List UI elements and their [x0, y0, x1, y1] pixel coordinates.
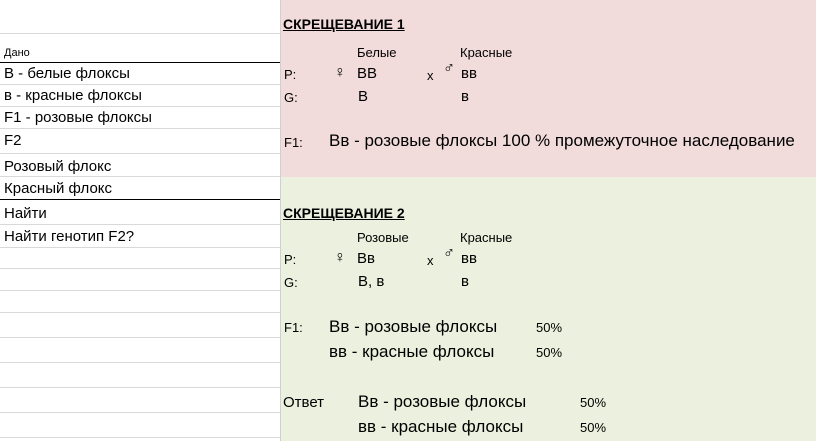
g-label: G:	[284, 90, 298, 105]
male-icon: ♂	[443, 245, 455, 262]
cross-times: х	[427, 68, 434, 83]
male-icon: ♂	[443, 60, 455, 77]
p-label: P:	[284, 67, 297, 82]
given-row: Красный флокс	[4, 180, 113, 197]
f1-row-percent: 50%	[536, 320, 563, 335]
answer-row-text: вв - красные флоксы	[358, 417, 524, 436]
answer-row-percent: 50%	[580, 420, 607, 435]
cross-times: х	[427, 253, 434, 268]
parent-b-label: Красные	[460, 45, 513, 60]
answer-label: Ответ	[283, 394, 325, 411]
parent-b-label: Красные	[460, 230, 513, 245]
row-gridline	[0, 362, 280, 363]
given-header: Дано	[4, 47, 30, 59]
given-row: F2	[4, 132, 22, 149]
row-gridline	[0, 387, 280, 388]
genotype-b: вв	[461, 65, 477, 82]
f1-label: F1:	[284, 135, 303, 150]
f1-row-percent: 50%	[536, 345, 563, 360]
parent-a-label: Белые	[357, 45, 397, 60]
row-gridline	[0, 128, 280, 129]
cross-1-title: СКРЕЩЕВАНИЕ 1	[283, 16, 405, 32]
gamete-b: в	[461, 88, 469, 105]
gamete-a: В	[358, 88, 369, 105]
find-question: Найти генотип F2?	[4, 228, 135, 245]
f1-row-text: вв - красные флоксы	[329, 342, 495, 361]
gamete-a: В, в	[358, 273, 385, 290]
genotype-a: Вв	[357, 250, 375, 267]
row-gridline	[0, 290, 280, 291]
row-gridline	[0, 337, 280, 338]
row-gridline	[0, 412, 280, 413]
row-gridline	[0, 247, 280, 248]
row-gridline	[0, 33, 280, 34]
genotype-a: ВВ	[357, 65, 378, 82]
g-label: G:	[284, 275, 298, 290]
row-gridline	[0, 62, 280, 63]
cross-2-panel	[281, 177, 816, 441]
row-gridline	[0, 153, 280, 154]
given-row: В - белые флоксы	[4, 65, 130, 82]
f1-row-text: Вв - розовые флоксы	[329, 317, 498, 336]
f1-result: Вв - розовые флоксы 100 % промежуточное наследование	[329, 131, 795, 150]
cross-1-panel	[281, 0, 816, 177]
row-gridline	[0, 312, 280, 313]
row-gridline	[0, 106, 280, 107]
p-label: P:	[284, 252, 297, 267]
gamete-b: в	[461, 273, 469, 290]
given-row: F1 - розовые флоксы	[4, 109, 152, 126]
given-column	[0, 0, 280, 441]
row-gridline	[0, 437, 280, 438]
answer-row-text: Вв - розовые флоксы	[358, 392, 527, 411]
row-gridline	[0, 176, 280, 177]
row-gridline	[0, 224, 280, 225]
female-icon: ♀	[334, 64, 346, 81]
answer-row-percent: 50%	[580, 395, 607, 410]
parent-a-label: Розовые	[357, 230, 409, 245]
row-gridline	[0, 268, 280, 269]
f1-label: F1:	[284, 320, 303, 335]
given-row: в - красные флоксы	[4, 87, 142, 104]
row-gridline	[0, 84, 280, 85]
find-label: Найти	[4, 205, 47, 222]
row-gridline	[0, 199, 280, 200]
cross-2-title: СКРЕЩЕВАНИЕ 2	[283, 205, 405, 221]
given-row: Розовый флокс	[4, 158, 112, 175]
female-icon: ♀	[334, 249, 346, 266]
genotype-b: вв	[461, 250, 477, 267]
